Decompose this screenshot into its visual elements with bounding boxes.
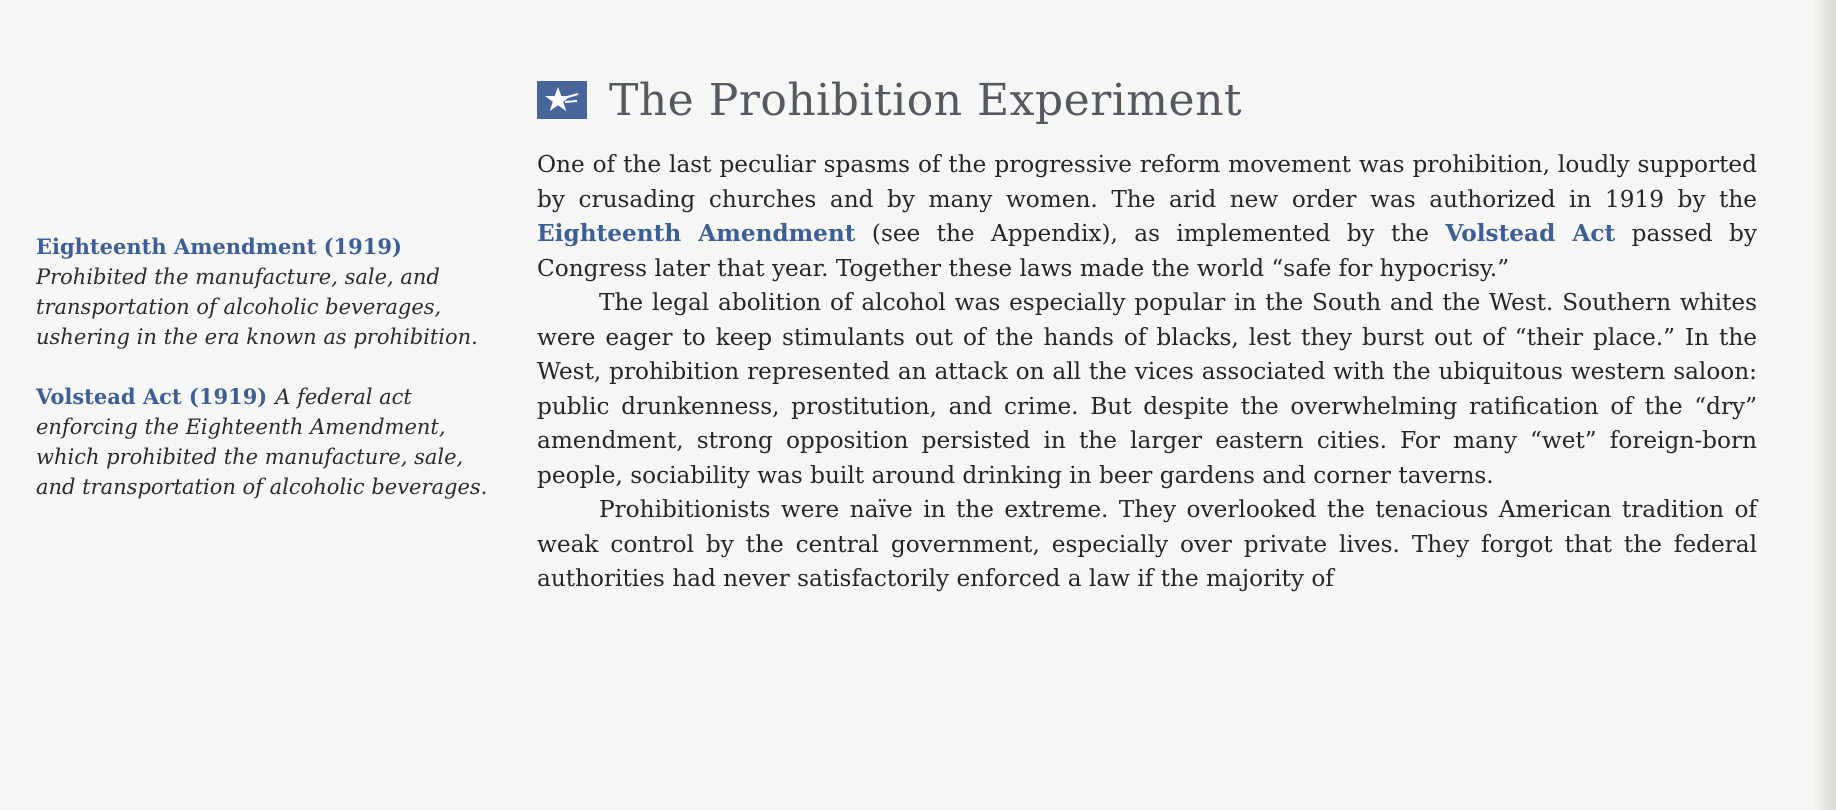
glossary-sidebar xyxy=(36,232,506,532)
paragraph-text: passed by Congress later that year. Together these laws made the world “safe for hypocrisy.” xyxy=(537,220,1757,282)
glossary-definition: A federal act enforcing the Eighteenth Amendment, which prohibited the manufacture, sale, and transportation of alcoholic beverages. xyxy=(36,385,488,499)
paragraph-text: One of the last peculiar spasms of the progressive reform movement was prohibition, loudly supported by crusading churches and by many women. The arid new order was authorized in 1919 by the xyxy=(537,151,1757,213)
glossary-definition: Prohibited the manufacture, sale, and transportation of alcoholic beverages, ushering in the era known as prohibition. xyxy=(36,265,478,349)
glossary-term: Volstead Act (1919) xyxy=(36,384,268,409)
star-icon xyxy=(537,81,587,119)
glossary-term: Eighteenth Amendment (1919) xyxy=(36,234,402,259)
keyword-eighteenth-amendment: Eighteenth Amendment xyxy=(537,220,856,247)
glossary-entry-eighteenth-amendment xyxy=(36,232,506,352)
paragraph-1 xyxy=(537,148,1757,286)
glossary-entry-volstead-act xyxy=(36,382,506,502)
section-heading xyxy=(537,72,1242,128)
page-edge xyxy=(1814,0,1836,810)
paragraph-text: (see the Appendix), as implemented by the xyxy=(855,220,1446,247)
body-text xyxy=(537,148,1757,597)
section-title: The Prohibition Experiment xyxy=(609,74,1243,126)
paragraph-3: Prohibitionists were naïve in the extreme. They overlooked the tenacious American tradition of weak control by the central government, especially over private lives. They forgot that the federal authorities had never satisfactorily enforced a law if the majority of xyxy=(537,496,1757,592)
paragraph-2: The legal abolition of alcohol was especially popular in the South and the West. Southern whites were eager to keep stimulants out of the hands of blacks, lest they burst out of “their place.” In the West, prohibition represented an attack on all the vices associated with the ubiquitous western saloon: public drunkenness, prostitution, and crime. But despite the overwhelming ratification of the “dry” amendment, strong opposition persisted in the larger eastern cities. For many “wet” foreign-born people, sociability was built around drinking in beer gardens and corner taverns. xyxy=(537,289,1757,489)
keyword-volstead-act: Volstead Act xyxy=(1445,220,1616,247)
